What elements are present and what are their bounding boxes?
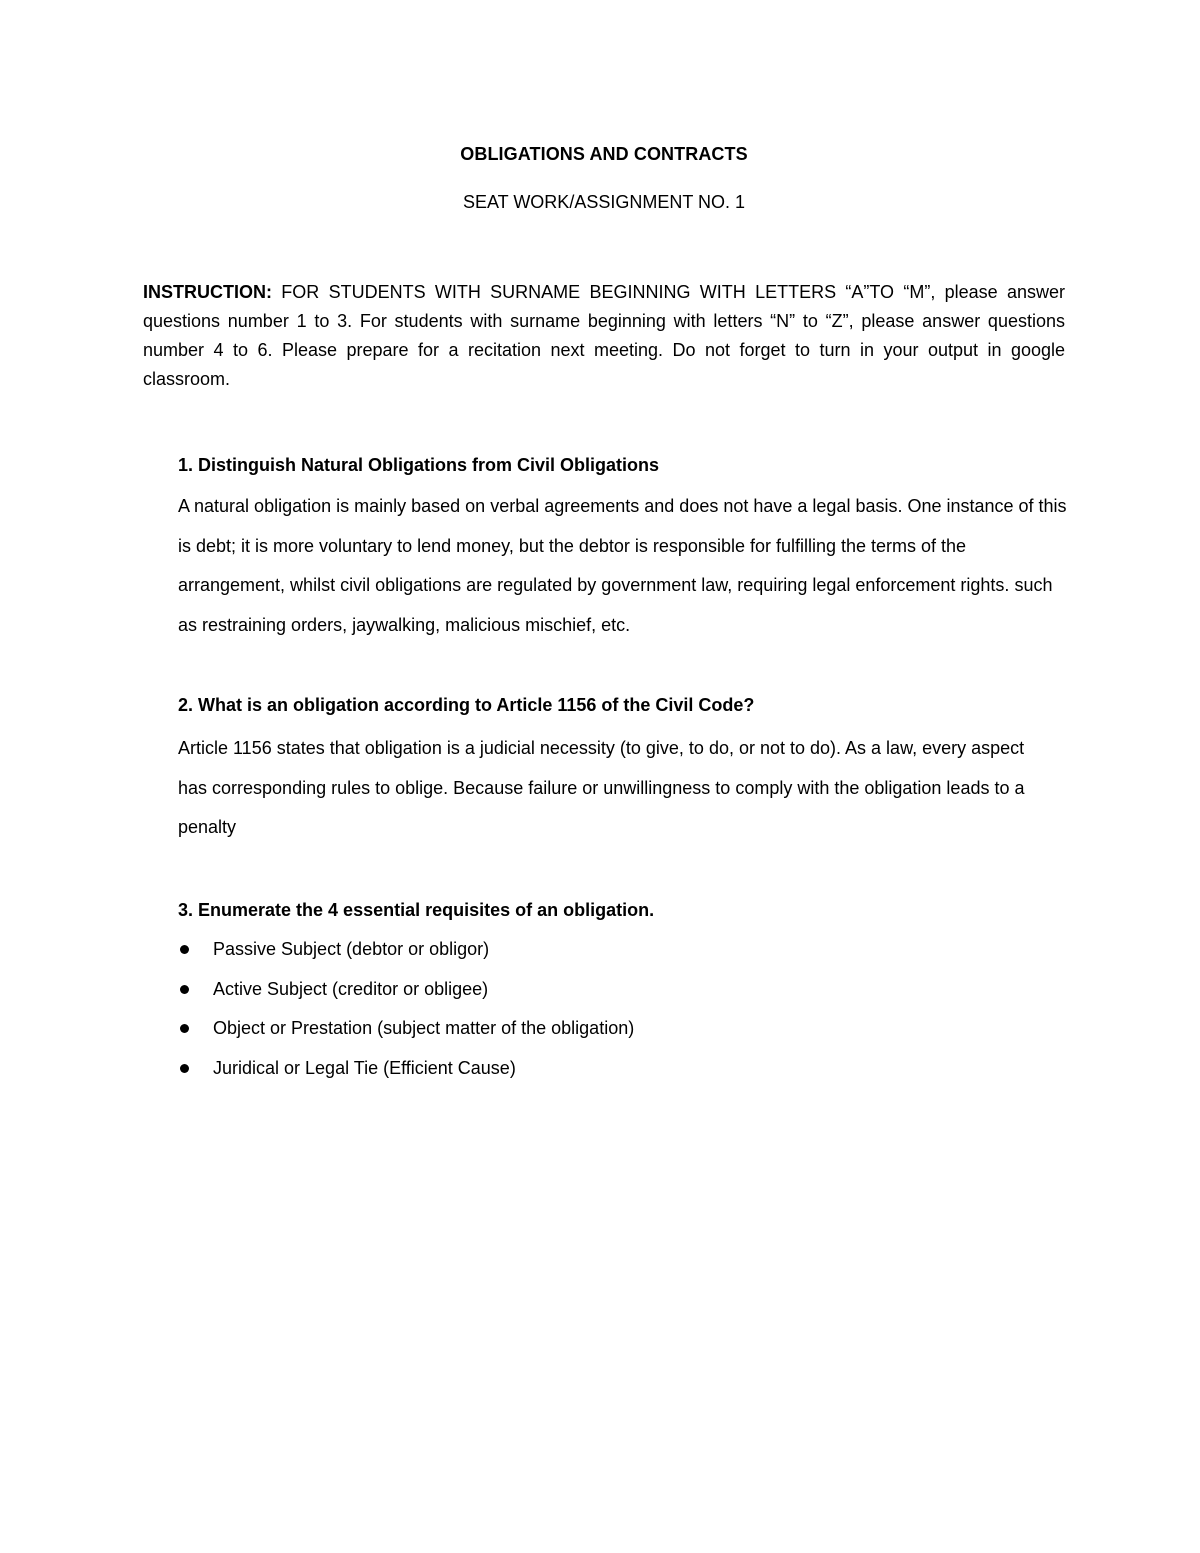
document-title: OBLIGATIONS AND CONTRACTS: [460, 144, 748, 164]
bullet-icon: [180, 1064, 189, 1073]
bullet-icon: [180, 1024, 189, 1033]
list-item-text: Object or Prestation (subject matter of the obligation): [213, 1018, 635, 1038]
instruction-text: FOR STUDENTS WITH SURNAME BEGINNING WITH LETTERS “A”TO “M”, please answer questions number 1 to 3. For students with surname beginning with letters “N” to “Z”, please answer questions number 4 to 6. Please prepare for a recitation next meeting. Do not forget to turn in your output in google classroom.: [143, 282, 1065, 389]
list-item-text: Passive Subject (debtor or obligor): [213, 939, 490, 959]
question-1-answer: A natural obligation is mainly based on verbal agreements and does not have a legal basis. One instance of this is debt; it is more voluntary to lend money, but the debtor is responsible for fulfilling the terms of the arrangement, whilst civil obligations are regulated by government law, requiring legal enforcement rights. such as restraining orders, jaywalking, malicious mischief, etc.: [178, 496, 1067, 635]
list-item-text: Juridical or Legal Tie (Efficient Cause): [213, 1057, 516, 1078]
list-item: [178, 1049, 1078, 1089]
question-2-answer: Article 1156 states that obligation is a judicial necessity (to give, to do, or not to do). As a law, every aspect has corresponding rules to oblige. Because failure or unwillingness to comply with the obligation leads to a penalty: [178, 738, 1025, 837]
document-subtitle: SEAT WORK/ASSIGNMENT NO. 1: [462, 192, 746, 212]
list-item: [178, 970, 1078, 1010]
list-item-text: Active Subject (creditor or obligee): [213, 978, 489, 999]
question-1-heading: 1. Distinguish Natural Obligations from Civil Obligations: [178, 455, 660, 475]
requisites-list: [178, 930, 1078, 1088]
question-2-heading: 2. What is an obligation according to Article 1156 of the Civil Code?: [178, 695, 755, 715]
bullet-icon: [180, 985, 189, 994]
instruction-paragraph: [143, 278, 1065, 394]
list-item: [178, 1009, 1078, 1049]
instruction-label: INSTRUCTION:: [143, 282, 272, 302]
bullet-icon: [180, 945, 189, 954]
question-3-heading: 3. Enumerate the 4 essential requisites of an obligation.: [178, 900, 655, 920]
list-item: [178, 930, 1078, 970]
